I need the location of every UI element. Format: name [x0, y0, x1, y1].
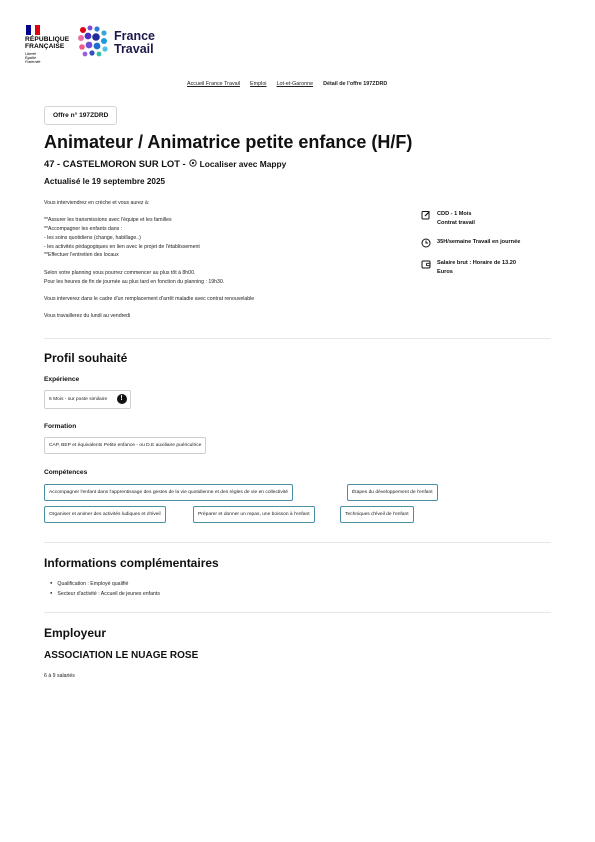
- location-text: 47 - CASTELMORON SUR LOT -: [44, 158, 186, 169]
- additional-info-list: [50, 579, 160, 599]
- french-flag-icon: [26, 25, 40, 35]
- mappy-link[interactable]: Localiser avec Mappy: [199, 158, 287, 169]
- breadcrumb-region[interactable]: Lot-et-Garonne: [276, 81, 314, 87]
- description-line: Pour les heures de fin de journée au plus tard en fonction du planning : 19h30.: [44, 278, 225, 285]
- divider: [44, 338, 551, 339]
- description-line: Selon votre planning vous pourrez commencer au plus tôt à 8h00.: [44, 269, 196, 276]
- skill-tag: Accompagner l'enfant dans l'apprentissage des gestes de la vie quotidienne et des règles de vie en collectivité: [44, 484, 293, 501]
- offer-number-badge: Offre n° 197ZDRD: [44, 106, 117, 125]
- wallet-icon: [421, 259, 431, 269]
- skill-tag: Préparer et donner un repas, une boisson à l'enfant: [193, 506, 315, 523]
- contract-info: [421, 210, 475, 228]
- job-location: [44, 158, 286, 169]
- breadcrumb: [187, 81, 387, 87]
- contract-duration: CDD - 1 Mois: [437, 211, 472, 217]
- skills-label: Compétences: [44, 469, 88, 476]
- divider: [44, 612, 551, 613]
- salary-amount: Salaire brut : Horaire de 13.20: [437, 260, 516, 266]
- warning-icon: !: [117, 394, 127, 404]
- description-line: Vous interviendrez en crèche et vous aurez à:: [44, 200, 150, 206]
- republic-name: RÉPUBLIQUE FRANÇAISE: [25, 36, 70, 51]
- france-travail-wordmark: France Travail: [114, 29, 155, 56]
- salary-info: [421, 259, 516, 277]
- salary-currency: Euros: [437, 269, 453, 275]
- updated-date: Actualisé le 19 septembre 2025: [44, 177, 166, 186]
- description-line: **Effectuer l'entretien des locaux: [44, 252, 119, 259]
- job-description: [44, 199, 384, 321]
- skill-tag: Organiser et animer des activités ludiques et d'éveil: [44, 506, 166, 523]
- experience-tag: [44, 390, 131, 409]
- skill-tag: Étapes du développement de l'enfant: [347, 484, 438, 501]
- france-travail-mark-icon: [77, 25, 111, 59]
- training-label: Formation: [44, 423, 77, 430]
- clock-icon: [421, 238, 431, 248]
- schedule-text: 35H/semaine Travail en journée: [437, 239, 521, 245]
- schedule-info: [421, 238, 520, 248]
- experience-value: 6 Mois - sur poste similaire: [49, 397, 108, 402]
- france-travail-logo[interactable]: [77, 24, 167, 66]
- experience-label: Expérience: [44, 376, 80, 383]
- list-item: ● Secteur d'activité : Accueil de jeunes enfants: [50, 589, 160, 599]
- divider: [44, 542, 551, 543]
- list-item: ● Qualification : Employé qualifié: [50, 579, 160, 589]
- employer-size: 6 à 9 salariés: [44, 673, 75, 679]
- breadcrumb-emploi[interactable]: Emploi: [250, 81, 267, 87]
- profile-section-title: Profil souhaité: [44, 351, 128, 365]
- page-title: Animateur / Animatrice petite enfance (H/F): [44, 132, 413, 152]
- description-line: **Accompagner les enfants dans :: [44, 226, 123, 233]
- republique-francaise-logo[interactable]: [25, 24, 75, 66]
- breadcrumb-home[interactable]: Accueil France Travail: [187, 81, 241, 87]
- training-tag: CAP, BEP et équivalents Petite enfance - ou D.E auxiliaire puériculrice: [44, 437, 206, 454]
- description-line: - les soins quotidiens (change, habillage..): [44, 234, 141, 241]
- skill-tag: Techniques d'éveil de l'enfant: [340, 506, 414, 523]
- republic-motto: Liberté Égalité Fraternité: [25, 52, 41, 65]
- description-line: - les activités pédagogiques en lien avec le projet de l'établissement: [44, 243, 200, 250]
- map-pin-icon: [189, 158, 197, 169]
- employer-name: ASSOCIATION LE NUAGE ROSE: [44, 650, 199, 661]
- site-header: [25, 24, 585, 66]
- description-line: Vous travaillerez du lundi au vendredi: [44, 313, 131, 320]
- additional-info-title: Informations complémentaires: [44, 556, 219, 570]
- breadcrumb-current: Détail de l'offre 197ZDRD: [323, 81, 388, 87]
- contract-type: Contrat travail: [437, 220, 475, 226]
- edit-contract-icon: [421, 210, 431, 220]
- description-line: Vous interverez dans le cadre d'un remplacement d'arrêt maladie avec contrat renouvelable: [44, 295, 255, 302]
- description-line: **Assurer les transmissions avec l'équipe et les familles: [44, 217, 172, 224]
- employer-section-title: Employeur: [44, 626, 107, 640]
